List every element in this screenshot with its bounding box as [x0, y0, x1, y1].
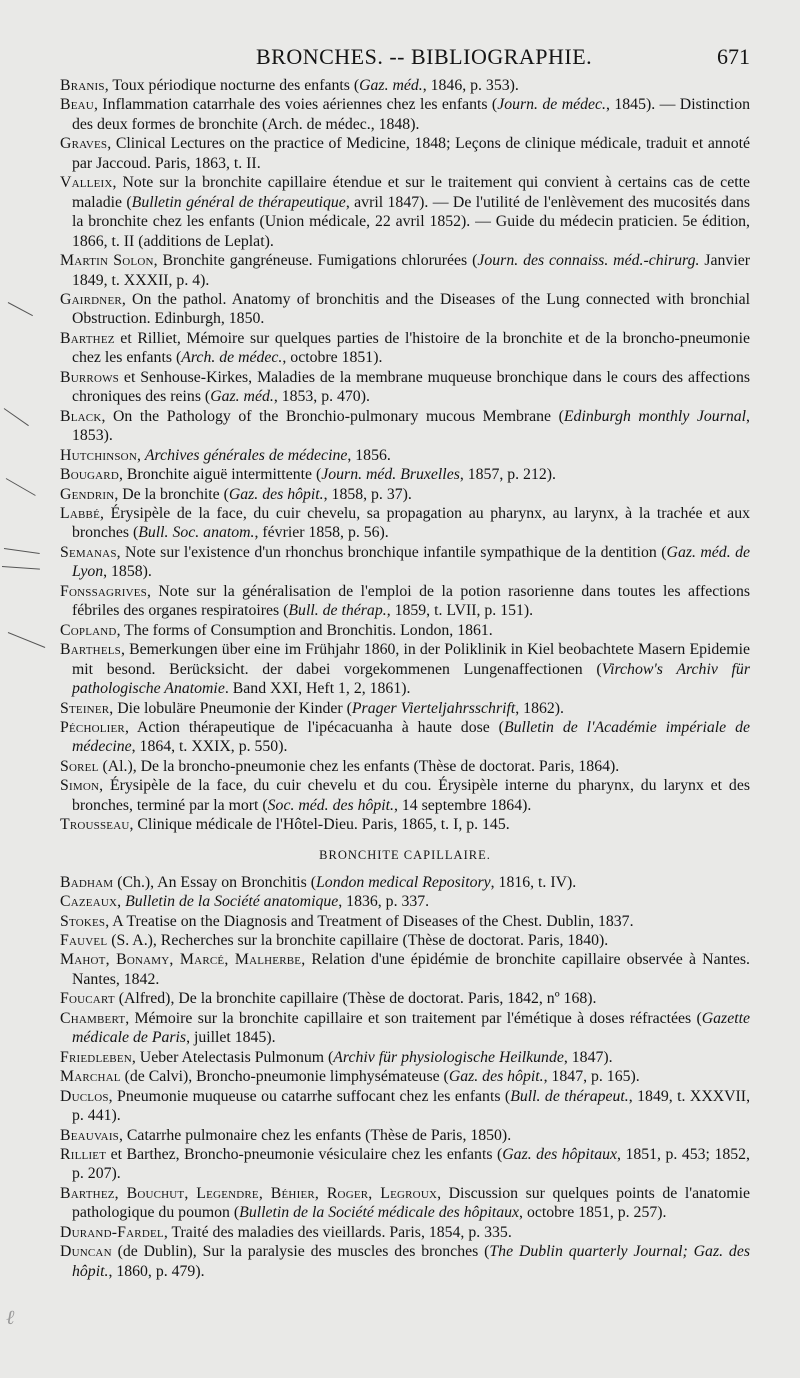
entry-citation: , février 1858, p. 56).: [254, 524, 389, 542]
entry-journal: Bulletin général de thérapeutique: [131, 193, 346, 211]
entry-text: (de Calvi), Broncho-pneumonie limphysémateuse (: [120, 1068, 449, 1086]
entry-journal: Gaz. des hôpitaux: [502, 1146, 618, 1164]
entry-citation: Janvier 1849, t. XXXII, p. 4).: [72, 252, 750, 289]
entry-text: , Catarrhe pulmonaire chez les enfants (Thèse de Paris, 1850).: [119, 1126, 512, 1144]
entry-author: Simon: [60, 777, 100, 795]
entry-text: (Ch.), An Essay on Bronchitis (: [113, 873, 317, 891]
entry-text: (S. A.), Recherches sur la bronchite capillaire (Thèse de doctorat. Paris, 1840).: [107, 932, 609, 950]
entry-author: Black: [60, 407, 102, 425]
entry-author: Trousseau: [60, 816, 130, 834]
bibliography-entry: [60, 446, 750, 465]
entry-citation: , 1836, p. 337.: [338, 893, 430, 911]
entry-citation: , octobre 1851, p. 257).: [519, 1204, 667, 1222]
entry-journal: Gaz. méd.: [210, 388, 274, 406]
entry-text: , Ueber Atelectasis Pulmonum (: [131, 1048, 334, 1066]
entry-journal: Edinburgh monthly Journal: [563, 407, 747, 425]
entry-journal: London medical Repository: [316, 873, 491, 891]
entry-citation: , 14 septembre 1864).: [394, 796, 532, 814]
pencil-stroke: [6, 478, 36, 496]
entry-author: Gendrin: [60, 485, 115, 503]
entry-text: , Pneumonie muqueuse ou catarrhe suffocant chez les enfants (: [108, 1087, 511, 1105]
entry-text: , Clinical Lectures on the practice of Medicine, 1848; Leçons de clinique médicale, traduit et annoté par Jaccoud. Paris, 1863, t. II.: [72, 135, 750, 172]
entry-citation: , 1849, t. XXXVII, p. 441).: [72, 1087, 751, 1125]
bibliography-entry: [60, 76, 750, 95]
bibliography-entry: [60, 699, 750, 718]
entry-author: Duclos: [60, 1087, 109, 1105]
entry-citation: , 1857, p. 212).: [459, 466, 556, 484]
entry-journal: Prager Vierteljahrsschrift: [351, 699, 516, 717]
bibliography-entry: [60, 931, 750, 950]
bibliography-entry: [60, 1126, 750, 1145]
entry-text: et Rilliet, Mémoire sur quelques parties de l'histoire de la bronchite et de la broncho-pneumonie chez les enfants (: [72, 329, 750, 367]
entry-text: , On the Pathology of the Bronchio-pulmonary mucous Membrane (: [101, 407, 564, 425]
entry-author: Badham: [60, 873, 114, 891]
entry-author: Steiner: [60, 699, 110, 717]
bibliography-entry: [60, 776, 750, 815]
entry-author: Beauvais: [60, 1126, 119, 1144]
entry-citation: , 1851, p. 453; 1852, p. 207).: [72, 1146, 750, 1183]
bibliography-entry: [60, 815, 750, 834]
bibliography-entry: [60, 582, 750, 621]
entry-text: , Inflammation catarrhale des voies aériennes chez les enfants (: [93, 96, 498, 114]
pencil-stroke: [8, 632, 45, 648]
entry-citation: , 1853).: [72, 407, 750, 445]
entry-journal: Bull. de thérapeut.: [510, 1087, 629, 1105]
entry-journal: Archiv für physiologische Heilkunde: [333, 1048, 564, 1066]
entry-journal: Bull. de thérap.: [288, 602, 387, 620]
entry-author: Valleix: [60, 174, 113, 192]
bibliography-entry: [60, 173, 750, 251]
bibliography-entry: [60, 95, 750, 134]
entry-author: Graves: [60, 135, 108, 153]
entry-author: Stokes: [60, 912, 106, 930]
entry-text: , The forms of Consumption and Bronchitis. London, 1861.: [116, 621, 493, 639]
entry-author: Pécholier: [60, 718, 125, 736]
entry-author: Fauvel: [60, 932, 108, 950]
entry-journal: Soc. méd. des hôpit.: [267, 796, 394, 814]
bibliography-entry: [60, 873, 750, 892]
entry-author: Chambert: [60, 1009, 126, 1027]
bibliography-list-capillaire: [60, 873, 750, 1282]
entry-author: Burrows: [60, 368, 119, 386]
bibliography-entry: [60, 912, 750, 931]
margin-pencil-marks: [0, 0, 40, 1378]
bibliography-entry: [60, 1009, 750, 1048]
entry-text: , Bemerkungen über eine im Frühjahr 1860, in der Poliklinik in Kiel beobachtete Masern Epidemie mit besond. Berücksicht. der dabei vorgekommenen Lungenaffectionen (: [72, 641, 750, 678]
entry-journal: Gaz. méd.: [359, 77, 423, 94]
entry-text: , Traité des maladies des vieillards. Paris, 1854, p. 335.: [163, 1223, 512, 1241]
entry-author: Gairdner: [60, 290, 122, 308]
bibliography-entry: [60, 950, 750, 989]
entry-author: Duncan: [60, 1243, 112, 1261]
entry-author: Foucart: [60, 990, 115, 1008]
entry-citation: , 1846, p. 353).: [422, 77, 519, 94]
bibliography-entry: [60, 1242, 750, 1281]
bibliography-entry: [60, 892, 750, 911]
entry-journal: Gaz. méd. de Lyon: [72, 543, 750, 581]
entry-journal: Archives générales de médecine: [144, 446, 348, 464]
entry-text: (de Dublin), Sur la paralysie des muscles des bronches (: [111, 1243, 490, 1261]
entry-text: , Note sur la bronchite capillaire étendue et sur le traitement qui convient à certains cas de cette maladie (: [72, 174, 750, 211]
entry-citation: , 1858, p. 37).: [323, 485, 412, 503]
bibliography-entry: [60, 368, 750, 407]
entry-text: , Die lobuläre Pneumonie der Kinder (: [109, 699, 352, 717]
entry-author: Bougard: [60, 466, 119, 484]
bibliography-entry: [60, 485, 750, 504]
entry-author: Barthez: [60, 329, 115, 347]
entry-citation: , 1847).: [563, 1048, 613, 1066]
entry-author: Sorel: [60, 757, 99, 775]
entry-text: ,: [136, 446, 145, 464]
entry-journal: Journ. des connaiss. méd.-chirurg.: [477, 252, 700, 270]
bibliography-entry: [60, 640, 750, 698]
entry-citation: , 1858).: [103, 563, 152, 581]
entry-author: Barthels: [60, 641, 121, 659]
entry-citation: , 1864, t. XXIX, p. 550).: [131, 738, 288, 756]
bibliography-entry: [60, 1087, 750, 1126]
entry-text: , On the pathol. Anatomy of bronchitis and the Diseases of the Lung connected with bronchial Obstruction. Edinburgh, 1850.: [72, 290, 750, 328]
entry-journal: Bulletin de la Société médicale des hôpitaux: [239, 1204, 520, 1222]
entry-journal: Gaz. des hôpit.: [448, 1068, 544, 1086]
entry-text: , Bronchite aiguë intermittente (: [119, 466, 322, 484]
entry-author: Barthez, Bouchut, Legendre, Béhier, Roger, Legroux: [60, 1184, 438, 1202]
bibliography-entry: [60, 621, 750, 640]
bibliography-entry: [60, 989, 750, 1008]
bibliography-entry: [60, 407, 750, 446]
pencil-stroke: [2, 566, 40, 570]
bibliography-entry: [60, 504, 750, 543]
entry-author: Durand-Fardel: [60, 1223, 164, 1241]
entry-citation: , avril 1847). — De l'utilité de l'enlèvement des mucosités dans la bronchite chez les enfants (Union médicale, 22 avril 1852). — Guide du médecin praticien. 5e édition, 1866, t. II (additions de Leplat).: [72, 193, 750, 250]
bibliography-list-bronches: [60, 76, 750, 835]
bibliography-entry: [60, 1223, 750, 1242]
entry-text: ,: [117, 893, 126, 911]
bibliography-entry: [60, 1145, 750, 1184]
entry-author: Beau: [60, 96, 94, 114]
entry-author: Rilliet: [60, 1146, 107, 1164]
entry-citation: . Band XXI, Heft 1, 2, 1861).: [224, 680, 411, 698]
entry-author: Fonssagrives: [60, 582, 147, 600]
entry-citation: , 1845). — Distinction des deux formes de bronchite (Arch. de médec., 1848).: [72, 96, 750, 133]
section-title: BRONCHITE CAPILLAIRE.: [319, 847, 491, 862]
entry-text: , Discussion sur quelques points de l'anatomie pathologique du poumon (: [72, 1184, 750, 1222]
bibliography-entry: [60, 1067, 750, 1086]
entry-citation: , 1853, p. 470).: [273, 388, 370, 406]
entry-author: Mahot, Bonamy, Marcé, Malherbe: [60, 951, 302, 969]
bibliography: [60, 76, 750, 1281]
bibliography-entry: [60, 1048, 750, 1067]
entry-text: , Érysipèle de la face, du cuir chevelu, sa propagation au pharynx, au larynx, à la trachée et aux bronches (: [72, 504, 750, 542]
entry-text: , Toux périodique nocturne des enfants (: [104, 77, 360, 94]
pencil-stroke: [4, 548, 40, 554]
pencil-stroke: [4, 408, 29, 426]
entry-text: , Note sur la généralisation de l'emploi de la potion rasorienne dans toutes les affections fébriles des organes respiratoires (: [72, 582, 750, 620]
bibliography-entry: [60, 465, 750, 484]
bibliography-entry: [60, 718, 750, 757]
entry-text: (Alfred), De la bronchite capillaire (Thèse de doctorat. Paris, 1842, nº 168).: [114, 990, 597, 1008]
entry-author: Cazeaux: [60, 893, 118, 911]
entry-citation: , 1816, t. IV).: [490, 873, 577, 891]
entry-citation: , 1847, p. 165).: [543, 1068, 640, 1086]
entry-journal: Virchow's Archiv für pathologische Anatomie: [72, 660, 750, 698]
entry-journal: Journ. méd. Bruxelles: [321, 466, 460, 484]
entry-text: , Note sur l'existence d'un rhonchus bronchique infantile sympathique de la dentition (: [116, 543, 667, 561]
entry-author: Friedleben: [60, 1048, 132, 1066]
entry-text: , A Treatise on the Diagnosis and Treatment of Diseases of the Chest. Dublin, 1837.: [105, 912, 634, 930]
running-header: [60, 44, 750, 74]
entry-citation: , 1859, t. LVII, p. 151).: [386, 602, 534, 620]
entry-journal: Bulletin de l'Académie impériale de médecine: [72, 718, 751, 756]
page-number: 671: [717, 44, 750, 69]
bibliography-entry: [60, 290, 750, 329]
bibliography-entry: [60, 329, 750, 368]
entry-text: , Mémoire sur la bronchite capillaire et son traitement par l'émétique à doses réfractées (: [125, 1009, 702, 1027]
entry-text: , Clinique médicale de l'Hôtel-Dieu. Paris, 1865, t. I, p. 145.: [129, 816, 510, 834]
entry-journal: Bulletin de la Société anatomique: [125, 893, 339, 911]
pencil-stroke: [8, 302, 33, 316]
bibliography-entry: [60, 757, 750, 776]
entry-author: Branis: [60, 77, 105, 94]
entry-journal: Gazette médicale de Paris: [72, 1009, 750, 1047]
entry-author: Labbé: [60, 504, 100, 522]
entry-text: , Érysipèle de la face, du cuir chevelu et du cou. Érysipèle interne du pharynx, du larynx et des bronches, terminé par la mort (: [72, 777, 750, 814]
bibliography-entry: [60, 134, 750, 173]
entry-citation: , 1856.: [347, 446, 391, 464]
bibliography-entry: [60, 251, 750, 290]
entry-author: Marchal: [60, 1068, 121, 1086]
entry-citation: , juillet 1845).: [186, 1029, 276, 1047]
entry-journal: The Dublin quarterly Journal; Gaz. des hôpit.: [72, 1243, 750, 1280]
entry-text: , Relation d'une épidémie de bronchite capillaire observée à Nantes. Nantes, 1842.: [72, 951, 750, 988]
bibliography-entry: [60, 1184, 750, 1223]
pencil-mark: ℓ: [6, 1305, 15, 1329]
entry-text: et Senhouse-Kirkes, Maladies de la membrane muqueuse bronchique dans le cours des affections chroniques des reins (: [72, 368, 750, 406]
entry-journal: Journ. de médec.: [497, 96, 607, 114]
entry-journal: Bull. Soc. anatom.: [138, 524, 255, 542]
entry-author: Hutchinson: [60, 446, 137, 464]
entry-text: et Barthez, Broncho-pneumonie vésiculaire chez les enfants (: [106, 1146, 503, 1164]
entry-citation: , octobre 1851).: [282, 349, 383, 367]
entry-journal: Arch. de médec.: [181, 349, 283, 367]
entry-author: Semanas: [60, 543, 117, 561]
entry-citation: , 1860, p. 479).: [108, 1262, 205, 1280]
bibliography-entry: [60, 543, 750, 582]
entry-text: , Action thérapeutique de l'ipécacuanha à haute dose (: [124, 718, 504, 736]
entry-journal: Gaz. des hôpit.: [228, 485, 324, 503]
entry-text: (Al.), De la broncho-pneumonie chez les enfants (Thèse de doctorat. Paris, 1864).: [98, 757, 620, 775]
entry-author: Copland: [60, 621, 117, 639]
entry-author: Martin Solon: [60, 252, 154, 270]
entry-text: , De la bronchite (: [114, 485, 229, 503]
running-title: BRONCHES. -- BIBLIOGRAPHIE.: [256, 44, 593, 69]
entry-text: , Bronchite gangréneuse. Fumigations chlorurées (: [153, 252, 478, 270]
entry-citation: , 1862).: [515, 699, 564, 717]
